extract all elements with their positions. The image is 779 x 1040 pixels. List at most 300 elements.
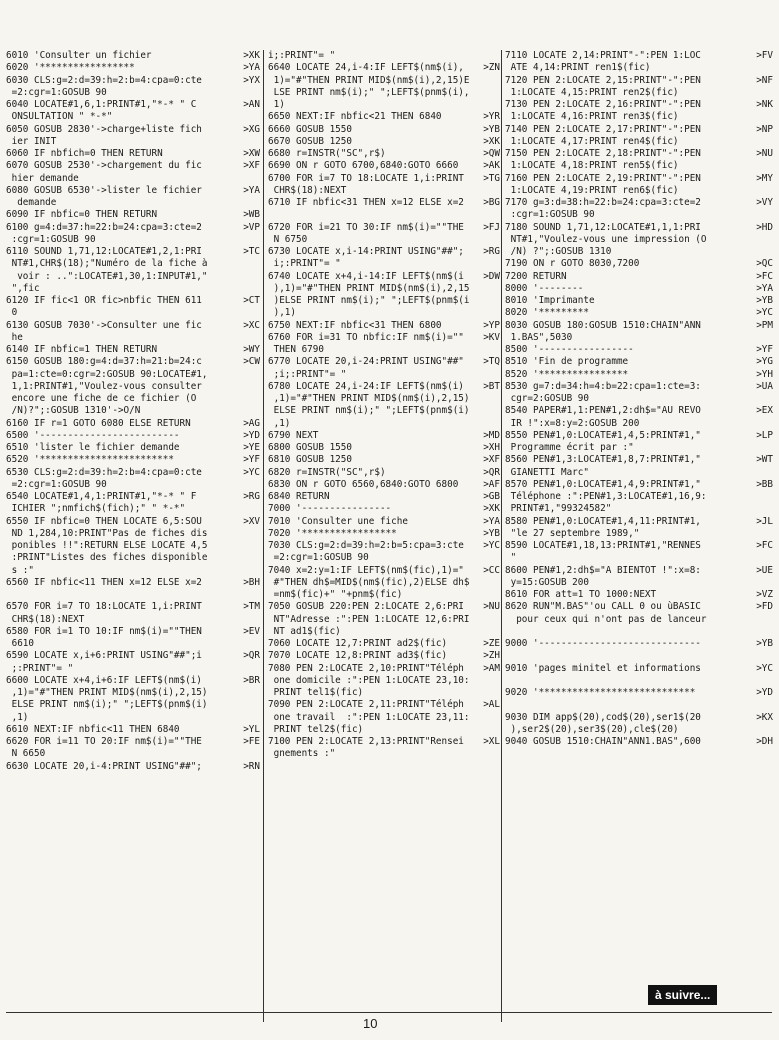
- checksum-code: >XG: [243, 123, 260, 135]
- code-line: [505, 393, 773, 405]
- code-text: ,1): [6, 711, 29, 723]
- code-line: [268, 577, 500, 589]
- code-line: [505, 626, 773, 638]
- code-text: 6070 GOSUB 2530'->chargement du fic: [6, 160, 202, 172]
- checksum-code: >BR: [243, 674, 260, 686]
- checksum-code: >YA: [243, 184, 260, 196]
- code-text: 7000 '----------------: [268, 503, 392, 515]
- code-line: [6, 75, 260, 87]
- code-text: "le 27 septembre 1989,": [505, 527, 640, 539]
- code-line: [6, 528, 260, 540]
- code-line: [505, 209, 773, 221]
- code-text: 6140 IF nbfic=1 THEN RETURN: [6, 344, 158, 355]
- code-text: 6700 FOR i=7 TO 18:LOCATE 1,i:PRINT: [268, 172, 464, 184]
- code-line: [268, 283, 500, 295]
- checksum-code: >TG: [483, 172, 500, 184]
- code-text: 6670 GOSUB 1250: [268, 135, 352, 147]
- code-line: [268, 209, 500, 221]
- checksum-code: >CW: [243, 356, 260, 368]
- code-line: [505, 344, 773, 356]
- code-line: [505, 699, 773, 711]
- checksum-code: >AL: [483, 699, 500, 711]
- code-text: 7150 PEN 2:LOCATE 2,18:PRINT"-":PEN: [505, 148, 701, 159]
- code-line: [505, 467, 773, 479]
- checksum-code: >AK: [483, 160, 500, 172]
- code-line: [268, 552, 500, 564]
- code-line: [6, 99, 260, 111]
- checksum-code: >YB: [756, 295, 773, 306]
- code-text: 6100 g=4:d=37:h=22:b=24:cpa=3:cte=2: [6, 221, 202, 233]
- checksum-code: >KX: [756, 711, 773, 723]
- code-text: hier demande: [6, 172, 79, 184]
- code-text: 6610 NEXT:IF nbfic<11 THEN 6840: [6, 723, 180, 735]
- code-line: [268, 442, 500, 454]
- code-text: i;:PRINT"= ": [268, 258, 341, 270]
- checksum-code: >BH: [243, 576, 260, 588]
- checksum-code: >BB: [756, 478, 773, 490]
- code-line: [6, 332, 260, 344]
- code-line: [505, 185, 773, 197]
- code-line: [505, 234, 773, 246]
- code-line: [6, 712, 260, 724]
- code-line: [505, 332, 773, 344]
- code-line: [505, 246, 773, 258]
- code-text: 6530 CLS:g=2:d=39:h=2:b=4:cpa=0:cte: [6, 466, 202, 478]
- code-line: [268, 528, 500, 540]
- code-line: [268, 136, 500, 148]
- code-text: y=15:GOSUB 200: [505, 576, 589, 588]
- code-line: [505, 111, 773, 123]
- code-line: [505, 148, 773, 160]
- code-text: 6810 GOSUB 1250: [268, 454, 352, 466]
- code-text: 1): [268, 99, 285, 110]
- code-line: [6, 246, 260, 258]
- checksum-code: >ZE: [483, 638, 500, 649]
- code-line: [505, 87, 773, 99]
- code-text: 6740 LOCATE x+4,i-14:IF LEFT$(nm$(i: [268, 270, 464, 282]
- checksum-code: >XC: [243, 319, 260, 331]
- checksum-code: >GB: [483, 491, 500, 502]
- code-text: PRINT tel2$(fic): [268, 723, 364, 735]
- checksum-code: >UE: [756, 564, 773, 576]
- checksum-code: >QR: [243, 650, 260, 662]
- listing-column-3: [505, 50, 773, 748]
- code-line: [268, 62, 500, 74]
- code-text: 6120 IF fic<1 OR fic>nbfic THEN 611: [6, 295, 202, 306]
- code-line: [6, 491, 260, 503]
- code-text: ",fic: [6, 282, 40, 294]
- checksum-code: >FV: [756, 50, 773, 61]
- code-text: LSE PRINT nm$(i);" ";LEFT$(pnm$(i),: [268, 86, 470, 98]
- code-text: NT ad1$(fic): [268, 625, 341, 637]
- code-text: 6660 GOSUB 1550: [268, 123, 352, 135]
- code-text: =2:cgr=1:GOSUB 90: [6, 86, 107, 98]
- code-line: [268, 185, 500, 197]
- code-text: 6780 LOCATE 24,i-24:IF LEFT$(nm$(i): [268, 380, 464, 392]
- code-text: 6010 'Consulter un fichier: [6, 50, 152, 61]
- checksum-code: >MY: [756, 172, 773, 184]
- code-text: voir : ..":LOCATE#1,30,1:INPUT#1,": [6, 270, 208, 282]
- checksum-code: >RG: [243, 491, 260, 502]
- code-text: 1:LOCATE 4,16:PRINT ren3$(fic): [505, 111, 679, 123]
- checksum-code: >JL: [756, 515, 773, 527]
- code-text: 7030 CLS:g=2:d=39:h=2:b=5:cpa=3:cte: [268, 540, 464, 551]
- listing-column-2: [268, 50, 500, 761]
- code-text: 6600 LOCATE x+4,i+6:IF LEFT$(nm$(i): [6, 674, 202, 686]
- code-text: :cgr=1:GOSUB 90: [505, 209, 595, 221]
- code-line: [6, 467, 260, 479]
- code-line: [505, 491, 773, 503]
- code-line: [6, 540, 260, 552]
- code-line: [6, 761, 260, 773]
- code-line: [505, 124, 773, 136]
- code-line: [6, 675, 260, 687]
- code-text: 8620 RUN"M.BAS"'ou CALL 0 ou ùBASIC: [505, 601, 701, 613]
- code-text: 7100 PEN 2:LOCATE 2,13:PRINT"Rensei: [268, 736, 464, 747]
- code-text: ),1)="#"THEN PRINT MID$(nm$(i),2,15: [268, 282, 470, 294]
- code-line: [6, 283, 260, 295]
- code-line: [268, 148, 500, 160]
- code-line: [268, 50, 500, 62]
- code-line: [6, 699, 260, 711]
- code-line: [505, 295, 773, 307]
- code-line: [505, 552, 773, 564]
- code-text: encore une fiche de ce fichier (O: [6, 393, 197, 404]
- checksum-code: >YC: [756, 307, 773, 319]
- code-text: PRINT#1,"99324582": [505, 503, 612, 515]
- checksum-code: >FC: [756, 540, 773, 551]
- code-line: [505, 258, 773, 270]
- code-text: 8580 PEN#1,0:LOCATE#1,4,11:PRINT#1,: [505, 515, 701, 527]
- checksum-code: >YE: [243, 442, 260, 453]
- code-line: [505, 601, 773, 613]
- code-text: 7010 'Consulter une fiche: [268, 515, 408, 527]
- code-line: [268, 430, 500, 442]
- code-text: s :": [6, 564, 34, 576]
- code-line: [268, 748, 500, 760]
- code-line: [505, 638, 773, 650]
- checksum-code: >XW: [243, 148, 260, 159]
- code-line: [505, 503, 773, 515]
- code-text: 6830 ON r GOTO 6560,6840:GOTO 6800: [268, 478, 459, 490]
- checksum-code: >XL: [483, 736, 500, 747]
- code-line: [268, 356, 500, 368]
- checksum-code: >YB: [483, 123, 500, 135]
- checksum-code: >AG: [243, 417, 260, 429]
- code-line: [6, 552, 260, 564]
- code-text: ),ser2$(20),ser3$(20),cle$(20): [505, 723, 679, 735]
- code-line: [6, 418, 260, 430]
- code-line: [505, 712, 773, 724]
- checksum-code: >NF: [756, 74, 773, 86]
- checksum-code: >PM: [756, 319, 773, 331]
- code-text: pa=1:cte=0:cgr=2:GOSUB 90:LOCATE#1,: [6, 368, 208, 380]
- code-text: 6130 GOSUB 7030'->Consulter une fic: [6, 319, 202, 331]
- code-line: [6, 663, 260, 675]
- code-line: [6, 736, 260, 748]
- code-text: 8600 PEN#1,2:dh$="A BIENTOT !":x=8:: [505, 564, 701, 576]
- code-line: [6, 87, 260, 99]
- code-text: NT"Adresse :":PEN 1:LOCATE 12,6:PRI: [268, 613, 470, 625]
- column-divider: [263, 50, 264, 1022]
- code-line: [268, 332, 500, 344]
- code-text: cgr=2:GOSUB 90: [505, 393, 589, 404]
- code-line: [6, 430, 260, 442]
- checksum-code: >XH: [483, 442, 500, 453]
- code-line: [268, 675, 500, 687]
- code-line: [268, 124, 500, 136]
- code-text: 6500 '-------------------------: [6, 429, 180, 441]
- checksum-code: >DW: [483, 270, 500, 282]
- code-text: 8010 'Imprimante: [505, 295, 595, 306]
- code-line: [268, 320, 500, 332]
- code-text: 6650 NEXT:IF nbfic<21 THEN 6840: [268, 111, 442, 123]
- page-number: 10: [363, 1016, 378, 1031]
- checksum-code: >YF: [243, 454, 260, 466]
- code-text: 6090 IF nbfic=0 THEN RETURN: [6, 209, 158, 221]
- checksum-code: >YG: [756, 356, 773, 368]
- checksum-code: >NK: [756, 99, 773, 110]
- code-text: 7070 LOCATE 12,8:PRINT ad3$(fic): [268, 650, 448, 662]
- continuation-badge: à suivre...: [648, 985, 717, 1005]
- checksum-code: >YA: [756, 282, 773, 294]
- code-text: 6750 NEXT:IF nbfic<31 THEN 6800: [268, 319, 442, 331]
- code-line: [505, 271, 773, 283]
- code-line: [6, 503, 260, 515]
- code-line: [268, 405, 500, 417]
- code-text: 8590 LOCATE#1,18,13:PRINT#1,"RENNES: [505, 540, 701, 551]
- code-text: pour ceux qui n'ont pas de lanceur: [505, 613, 707, 625]
- code-text: ,1): [268, 417, 291, 429]
- checksum-code: >ZN: [483, 62, 500, 74]
- code-text: N 6750: [268, 233, 308, 245]
- code-text: 7050 GOSUB 220:PEN 2:LOCATE 2,6:PRI: [268, 601, 464, 613]
- code-line: [268, 160, 500, 172]
- code-line: [268, 295, 500, 307]
- code-line: [6, 124, 260, 136]
- code-line: [6, 577, 260, 589]
- code-line: [6, 222, 260, 234]
- code-line: [6, 650, 260, 662]
- checksum-code: >MD: [483, 429, 500, 441]
- code-text: 1)="#"THEN PRINT MID$(nm$(i),2,15)E: [268, 74, 470, 86]
- code-text: 6800 GOSUB 1550: [268, 442, 352, 453]
- checksum-code: >BT: [483, 380, 500, 392]
- code-line: [6, 393, 260, 405]
- code-text: 6620 FOR i=11 TO 20:IF nm$(i)=""THE: [6, 736, 202, 747]
- checksum-code: >YC: [243, 466, 260, 478]
- code-text: 6040 LOCATE#1,6,1:PRINT#1,"*-* " C: [6, 99, 197, 110]
- code-text: /N) ?";:GOSUB 1310: [505, 246, 612, 257]
- code-text: 6050 GOSUB 2830'->charge+liste fich: [6, 123, 202, 135]
- checksum-code: >NP: [756, 123, 773, 135]
- code-line: [505, 650, 773, 662]
- code-line: [268, 601, 500, 613]
- code-line: [268, 234, 500, 246]
- checksum-code: >YP: [483, 319, 500, 331]
- code-text: he: [6, 331, 23, 343]
- code-line: [268, 638, 500, 650]
- code-line: [505, 173, 773, 185]
- code-line: [268, 589, 500, 601]
- checksum-code: >RN: [243, 760, 260, 772]
- code-line: [6, 295, 260, 307]
- code-line: [268, 222, 500, 234]
- code-line: [6, 748, 260, 760]
- code-line: [268, 650, 500, 662]
- code-text: 1:LOCATE 4,17:PRINT ren4$(fic): [505, 135, 679, 147]
- code-text: 7080 PEN 2:LOCATE 2,10:PRINT"Téléph: [268, 662, 464, 674]
- code-text: 9010 'pages minitel et informations: [505, 662, 701, 674]
- checksum-code: >AM: [483, 662, 500, 674]
- code-line: [268, 736, 500, 748]
- code-text: ier INIT: [6, 135, 57, 147]
- code-line: [6, 111, 260, 123]
- code-text: 6760 FOR i=31 TO nbfic:IF nm$(i)="": [268, 331, 464, 343]
- code-line: [6, 687, 260, 699]
- code-line: [268, 540, 500, 552]
- code-line: [268, 724, 500, 736]
- code-text: 6640 LOCATE 24,i-4:IF LEFT$(nm$(i),: [268, 62, 464, 74]
- code-line: [268, 75, 500, 87]
- checksum-code: >TQ: [483, 356, 500, 368]
- code-text: 7200 RETURN: [505, 270, 567, 282]
- code-line: [505, 663, 773, 675]
- checksum-code: >YX: [243, 74, 260, 86]
- code-text: gnements :": [268, 748, 336, 760]
- code-text: 7190 ON r GOTO 8030,7200: [505, 258, 640, 270]
- checksum-code: >AN: [243, 99, 260, 110]
- code-text: ;:PRINT"= ": [6, 662, 74, 674]
- code-text: 8560 PEN#1,3:LOCATE#1,8,7:PRINT#1,": [505, 454, 701, 466]
- code-text: 6820 r=INSTR("SC",r$): [268, 466, 386, 478]
- code-line: [6, 565, 260, 577]
- code-line: [6, 148, 260, 160]
- checksum-code: >FC: [756, 270, 773, 282]
- code-line: [6, 442, 260, 454]
- checksum-code: >WY: [243, 344, 260, 355]
- code-text: 6560 IF nbfic<11 THEN x=12 ELSE x=2: [6, 576, 202, 588]
- code-line: [6, 173, 260, 185]
- checksum-code: >YD: [243, 429, 260, 441]
- code-line: [505, 197, 773, 209]
- code-line: [505, 430, 773, 442]
- code-line: [268, 699, 500, 711]
- code-text: 6690 ON r GOTO 6700,6840:GOTO 6660: [268, 160, 459, 172]
- code-text: 6020 '*****************: [6, 62, 135, 74]
- code-text: ponibles !!":RETURN ELSE LOCATE 4,5: [6, 540, 208, 551]
- code-text: 8030 GOSUB 180:GOSUB 1510:CHAIN"ANN: [505, 319, 701, 331]
- code-text: 6720 FOR i=21 TO 30:IF nm$(i)=""THE: [268, 221, 464, 233]
- code-line: [6, 50, 260, 62]
- code-text: ),1): [268, 307, 296, 319]
- code-text: 6110 SOUND 1,71,12:LOCATE#1,2,1:PRI: [6, 246, 202, 257]
- code-line: [268, 454, 500, 466]
- checksum-code: >YA: [243, 62, 260, 74]
- code-text: 6730 LOCATE x,i-14:PRINT USING"##";: [268, 246, 464, 257]
- checksum-code: >EV: [243, 625, 260, 637]
- code-line: [505, 565, 773, 577]
- code-line: [268, 479, 500, 491]
- code-text: 6710 IF nbfic<31 THEN x=12 ELSE x=2: [268, 197, 464, 208]
- checksum-code: >ZH: [483, 650, 500, 662]
- code-line: [505, 516, 773, 528]
- code-line: [6, 454, 260, 466]
- code-line: [268, 491, 500, 503]
- code-line: [268, 173, 500, 185]
- code-line: [505, 736, 773, 748]
- code-text: 8530 g=7:d=34:h=4:b=22:cpa=1:cte=3:: [505, 380, 701, 392]
- code-line: [505, 369, 773, 381]
- checksum-code: >RG: [483, 246, 500, 257]
- code-text: ELSE PRINT nm$(i);" ";LEFT$(pnm$(i): [6, 699, 208, 711]
- code-text: #"THEN dh$=MID$(nm$(fic),2)ELSE dh$: [268, 576, 470, 588]
- code-text: IR !":x=8:y=2:GOSUB 200: [505, 417, 640, 429]
- code-text: 6540 LOCATE#1,4,1:PRINT#1,"*-* " F: [6, 491, 197, 502]
- checksum-code: >YC: [483, 540, 500, 551]
- code-text: ICHIER ";nmfich$(fich);" " *-*": [6, 503, 186, 515]
- code-line: [505, 577, 773, 589]
- code-text: 6030 CLS:g=2:d=39:h=2:b=4:cpa=0:cte: [6, 74, 202, 86]
- checksum-code: >FD: [756, 601, 773, 613]
- code-text: 8610 FOR att=1 TO 1000:NEXT: [505, 589, 657, 600]
- code-line: [505, 320, 773, 332]
- checksum-code: >AF: [483, 478, 500, 490]
- code-text: 8540 PAPER#1,1:PEN#1,2:dh$="AU REVO: [505, 405, 701, 417]
- code-line: [505, 479, 773, 491]
- code-line: [6, 271, 260, 283]
- code-text: 1:LOCATE 4,15:PRINT ren2$(fic): [505, 86, 679, 98]
- code-text: 7140 PEN 2:LOCATE 2,17:PRINT"-":PEN: [505, 123, 701, 135]
- code-line: [6, 258, 260, 270]
- checksum-code: >YL: [243, 723, 260, 735]
- checksum-code: >WT: [756, 454, 773, 466]
- checksum-code: >YA: [483, 515, 500, 527]
- code-text: THEN 6790: [268, 344, 324, 355]
- checksum-code: >TC: [243, 246, 260, 257]
- code-line: [268, 418, 500, 430]
- code-text: 6550 IF nbfic=0 THEN LOCATE 6,5:SOU: [6, 515, 202, 527]
- listing-column-1: [6, 50, 260, 773]
- checksum-code: >KV: [483, 331, 500, 343]
- code-line: [268, 197, 500, 209]
- code-line: [268, 626, 500, 638]
- code-text: 7040 x=2:y=1:IF LEFT$(nm$(fic),1)=": [268, 564, 464, 576]
- checksum-code: >HD: [756, 221, 773, 233]
- code-text: Téléphone :":PEN#1,3:LOCATE#1,16,9:: [505, 491, 707, 502]
- code-line: [6, 638, 260, 650]
- checksum-code: >YH: [756, 368, 773, 380]
- code-line: [268, 712, 500, 724]
- checksum-code: >YD: [756, 687, 773, 698]
- code-text: CHR$(18):NEXT: [268, 184, 347, 196]
- checksum-code: >QC: [756, 258, 773, 270]
- code-line: [6, 209, 260, 221]
- code-text: 6510 'lister le fichier demande: [6, 442, 180, 453]
- code-text: 7110 LOCATE 2,14:PRINT"-":PEN 1:LOC: [505, 50, 701, 61]
- code-line: [6, 197, 260, 209]
- code-line: [268, 246, 500, 258]
- code-text: ;i;:PRINT"= ": [268, 368, 347, 380]
- code-line: [6, 185, 260, 197]
- code-text: N 6650: [6, 748, 46, 760]
- code-text: 1:LOCATE 4,18:PRINT ren5$(fic): [505, 160, 679, 172]
- code-text: 6570 FOR i=7 TO 18:LOCATE 1,i:PRINT: [6, 601, 202, 613]
- code-line: [505, 675, 773, 687]
- code-text: 6520 '************************: [6, 454, 174, 466]
- code-line: [505, 307, 773, 319]
- code-line: [6, 479, 260, 491]
